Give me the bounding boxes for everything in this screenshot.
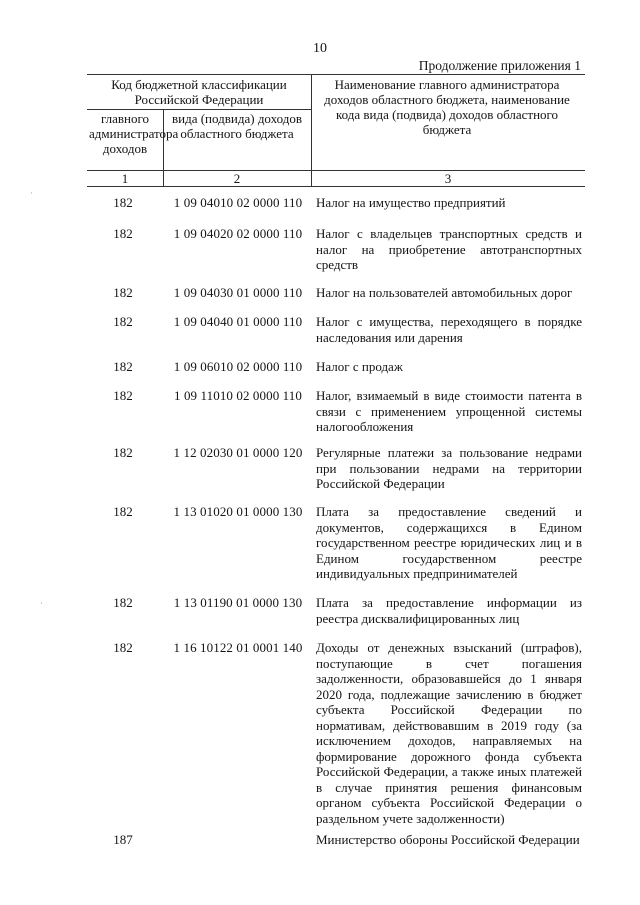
header-bottom-rule: [87, 186, 585, 187]
income-name: Налог с продаж: [316, 359, 403, 374]
income-code: 1 09 11010 02 0000 110: [174, 388, 302, 403]
income-code: 1 12 02030 01 0000 120: [173, 445, 303, 460]
header-col2-label: вида (подвида) доходов областного бюджета: [172, 111, 302, 141]
income-name: Налог с владельцев транспортных средств и налог на приобретение автотранспортных средств: [316, 226, 582, 272]
income-code: 1 13 01020 01 0000 130: [173, 504, 303, 519]
administrator-name: Министерство обороны Российской Федерации: [316, 832, 580, 847]
income-name: Налог на имущество предприятий: [316, 195, 506, 210]
admin-code: 187: [113, 832, 133, 847]
admin-code: 182: [113, 504, 133, 519]
income-code: 1 09 04020 02 0000 110: [173, 226, 303, 241]
income-code: 1 09 04040 01 0000 110: [173, 314, 303, 329]
income-name: Налог с имущества, переходящего в порядке наследования или дарения: [316, 314, 582, 345]
page-number: 10: [313, 41, 327, 56]
income-code: 1 09 04030 01 0000 110: [173, 285, 303, 300]
header-group-rule: [87, 109, 311, 110]
header-col2-number: 2: [233, 171, 241, 186]
admin-code: 182: [113, 359, 133, 374]
header-col3-number: 3: [444, 171, 452, 186]
income-code: 1 13 01190 01 0000 130: [173, 595, 303, 610]
continuation-label: Продолжение приложения 1: [418, 58, 581, 73]
income-name: Налог на пользователей автомобильных дорог: [316, 285, 573, 300]
admin-code: 182: [113, 445, 133, 460]
admin-code: 182: [113, 640, 133, 655]
admin-code: 182: [113, 314, 133, 329]
income-name: Налог, взимаемый в виде стоимости патента в связи с применением упрощенной системы налогообложения: [316, 388, 582, 434]
income-name: Плата за предоставление сведений и документов, содержащихся в Едином государственном реестре юридических лиц и в Едином государственном реестре индивидуальных предпринимателей: [316, 504, 582, 581]
header-top-rule: [87, 74, 585, 75]
header-divider-2: [311, 74, 312, 186]
admin-code: 182: [113, 195, 133, 210]
income-name: Доходы от денежных взысканий (штрафов), поступающие в счет погашения задолженности, образовавшейся до 1 января 2020 года, подлежащие зачислению в бюджет субъекта Российской Федерации по нормативам, действовавшим в 2019 году (за исключением доходов, направляемых на формирование дорожного фонда субъекта Российской Федерации, а также иных платежей в случае принятия решения финансовым органом субъекта Российской Федерации о раздельном учете задолженности): [316, 640, 582, 826]
income-code: 1 09 04010 02 0000 110: [173, 195, 303, 210]
income-code: 1 16 10122 01 0001 140: [173, 640, 303, 655]
admin-code: 182: [113, 595, 133, 610]
admin-code: 182: [113, 388, 133, 403]
admin-code: 182: [113, 226, 133, 241]
margin-mark: ·: [40, 598, 43, 608]
admin-code: 182: [113, 285, 133, 300]
table-header: [87, 74, 585, 187]
income-code: 1 09 06010 02 0000 110: [173, 359, 303, 374]
income-name: Плата за предоставление информации из реестра дисквалифицированных лиц: [316, 595, 582, 626]
header-group-label: Код бюджетной классификации Российской Федерации: [111, 77, 287, 107]
header-col1-label: главного администратора доходов: [89, 111, 179, 156]
margin-mark: ·: [30, 188, 33, 198]
header-col1-number: 1: [121, 171, 129, 186]
income-name: Регулярные платежи за пользование недрами при пользовании недрами на территории Российской Федерации: [316, 445, 582, 491]
header-col3-label: Наименование главного администратора доходов областного бюджета, наименование кода вида (подвида) доходов областного бюджета: [324, 77, 570, 137]
